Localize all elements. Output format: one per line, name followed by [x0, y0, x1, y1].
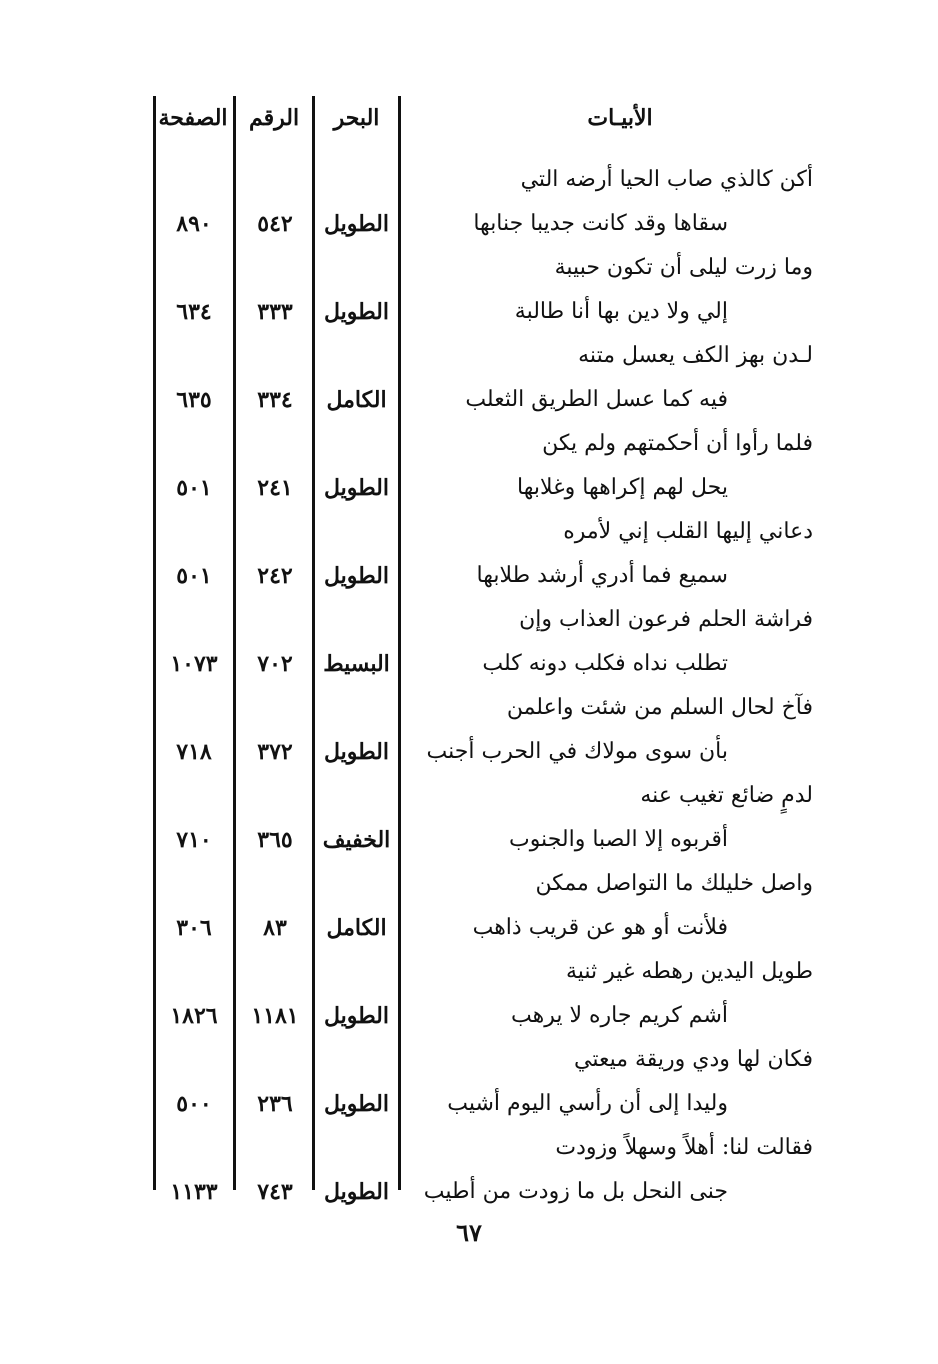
- header-verses: الأبيـات: [587, 105, 653, 131]
- verse-number-cell: ٢٤١: [257, 475, 293, 501]
- page-number-cell: ٧١٠: [176, 827, 212, 853]
- verse-second-hemistich: سميع فما أدري أرشد طلابها: [476, 563, 728, 588]
- meter-cell: الطويل: [323, 211, 389, 237]
- page-number-cell: ٥٠١: [176, 563, 212, 589]
- header-number: الرقم: [248, 105, 300, 131]
- page-number-cell: ٧١٨: [176, 739, 212, 765]
- verse-first-hemistich: فراشة الحلم فرعون العذاب وإن: [519, 607, 813, 632]
- meter-cell: الخفيف: [322, 827, 391, 853]
- verse-first-hemistich: فقالت لنا: أهلاً وسهلاً وزودت: [555, 1135, 813, 1160]
- table-rule-meter-verses: [398, 96, 401, 1190]
- verse-second-hemistich: تطلب نداه فكلب دونه كلب: [482, 651, 728, 676]
- page-number-cell: ٥٠٠: [176, 1091, 212, 1117]
- verse-number-cell: ٢٤٢: [257, 563, 293, 589]
- meter-cell: البسيط: [323, 651, 390, 677]
- meter-cell: الطويل: [323, 1179, 389, 1205]
- verse-number-cell: ٨٣: [263, 915, 287, 941]
- verse-number-cell: ٣٣٤: [257, 387, 293, 413]
- page-number-cell: ٦٣٤: [176, 299, 212, 325]
- verse-first-hemistich: فكان لها ودي وريقة ميعتي: [574, 1047, 813, 1072]
- verse-second-hemistich: فلأنت أو هو عن قريب ذاهب: [472, 915, 728, 940]
- verse-second-hemistich: إلي ولا دين بها أنا طالبة: [514, 299, 728, 324]
- meter-cell: الطويل: [323, 1003, 389, 1029]
- header-meter: البحر: [333, 105, 380, 131]
- verse-first-hemistich: طويل اليدين رهطه غير ثنية: [565, 959, 813, 984]
- meter-cell: الطويل: [323, 299, 389, 325]
- verse-second-hemistich: وليدا إلى أن رأسي اليوم أشيب: [447, 1091, 728, 1116]
- table-rule-left: [153, 96, 156, 1190]
- verse-number-cell: ٧٤٣: [257, 1179, 293, 1205]
- meter-cell: الطويل: [323, 739, 389, 765]
- verse-second-hemistich: بأن سوى مولاك في الحرب أجنب: [426, 739, 728, 764]
- meter-cell: الطويل: [323, 1091, 389, 1117]
- verse-first-hemistich: أكن كالذي صاب الحيا أرضه التي: [520, 167, 813, 192]
- page-number-cell: ١٨٢٦: [170, 1003, 218, 1029]
- verse-second-hemistich: فيه كما عسل الطريق الثعلب: [465, 387, 728, 412]
- verse-first-hemistich: فلما رأوا أن أحكمتهم ولم يكن: [542, 431, 813, 456]
- verse-first-hemistich: لـدن بهز الكف يعسل متنه: [578, 343, 813, 368]
- table-rule-page-number: [233, 96, 236, 1190]
- verse-first-hemistich: فآخ لحال السلم من شئت واعلمن: [506, 695, 813, 720]
- verse-number-cell: ٢٣٦: [257, 1091, 293, 1117]
- meter-cell: الطويل: [323, 475, 389, 501]
- page-number: ٦٧: [456, 1218, 482, 1247]
- verse-first-hemistich: لدمٍ ضائع تغيب عنه: [640, 783, 813, 808]
- verse-number-cell: ٧٠٢: [257, 651, 293, 677]
- page-number-cell: ٥٠١: [176, 475, 212, 501]
- verse-first-hemistich: واصل خليلك ما التواصل ممكن: [535, 871, 813, 896]
- verse-number-cell: ٣٣٣: [257, 299, 293, 325]
- page-number-cell: ٨٩٠: [176, 211, 212, 237]
- verse-number-cell: ٥٤٢: [257, 211, 293, 237]
- header-page: الصفحة: [158, 105, 228, 131]
- verse-first-hemistich: وما زرت ليلى أن تكون حبيبة: [554, 255, 813, 280]
- meter-cell: الطويل: [323, 563, 389, 589]
- verse-second-hemistich: سقاها وقد كانت جديبا جنابها: [473, 211, 728, 236]
- page-number-cell: ١١٣٣: [170, 1179, 218, 1205]
- verse-number-cell: ٣٦٥: [257, 827, 293, 853]
- meter-cell: الكامل: [326, 915, 387, 941]
- verse-second-hemistich: جنى النحل بل ما زودت من أطيب: [423, 1179, 728, 1204]
- verse-second-hemistich: أشم كريم جاره لا يرهب: [510, 1003, 728, 1028]
- meter-cell: الكامل: [326, 387, 387, 413]
- verse-second-hemistich: يحل لهم إكراهها وغلابها: [517, 475, 728, 500]
- verse-second-hemistich: أقربوه إلا الصبا والجنوب: [508, 827, 728, 852]
- verse-number-cell: ٣٧٢: [257, 739, 293, 765]
- page-number-cell: ١٠٧٣: [170, 651, 218, 677]
- page-number-cell: ٦٣٥: [176, 387, 212, 413]
- page-number-cell: ٣٠٦: [176, 915, 212, 941]
- verse-first-hemistich: دعاني إليها القلب إني لأمره: [563, 519, 813, 544]
- verse-number-cell: ١١٨١: [251, 1003, 299, 1029]
